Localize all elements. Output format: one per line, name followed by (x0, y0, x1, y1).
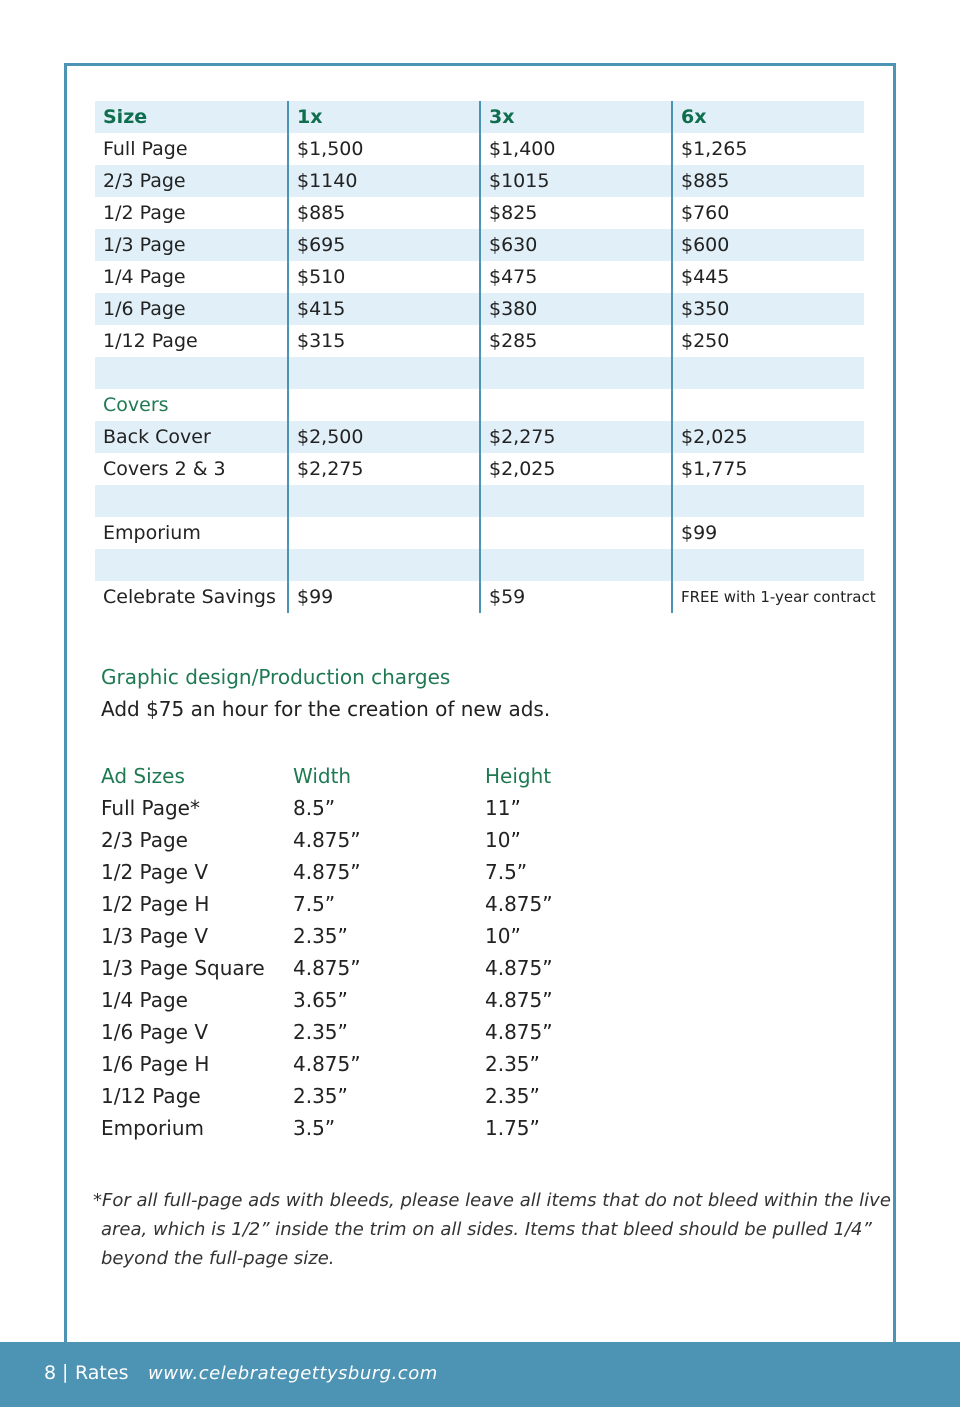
table-row (101, 824, 677, 856)
page-number: 8 (44, 1362, 57, 1384)
ad-size-width: 3.65” (293, 988, 348, 1012)
price-1x: $885 (287, 197, 479, 229)
size-label: 1/12 Page (103, 330, 198, 352)
ad-size-height: 4.875” (485, 956, 553, 980)
size-label: 2/3 Page (103, 170, 186, 192)
table-row (95, 453, 864, 485)
ad-size-name: 1/3 Page Square (101, 956, 265, 980)
price-6x: $445 (671, 261, 864, 293)
header-6x: 6x (671, 101, 864, 133)
graphic-design-title: Graphic design/Production charges (101, 665, 451, 689)
price-6x: $1,775 (671, 453, 864, 485)
ad-size-height: 10” (485, 828, 521, 852)
rates-table (95, 101, 876, 613)
website-link[interactable]: www.celebrategettysburg.com (148, 1363, 438, 1384)
footer-bar (0, 1342, 960, 1407)
price-6x: $250 (671, 325, 864, 357)
price-6x: FREE with 1-year contract (671, 581, 864, 613)
ad-size-height: 4.875” (485, 1020, 553, 1044)
section-title: Rates (75, 1362, 129, 1384)
header-size: Size (103, 106, 148, 128)
graphic-design-text: Add $75 an hour for the creation of new ads. (101, 697, 551, 721)
note-line: *For all full-page ads with bleeds, please leave all items that do not bleed within the live (93, 1190, 891, 1211)
ad-sizes-header-row (101, 760, 677, 792)
ad-size-name: 1/2 Page H (101, 892, 210, 916)
table-row (95, 197, 864, 229)
ad-size-width: 4.875” (293, 828, 361, 852)
table-row (101, 792, 677, 824)
size-label: 1/3 Page (103, 234, 186, 256)
bleed-note (93, 1186, 893, 1273)
ad-size-name: Emporium (101, 1116, 204, 1140)
ad-size-width: 4.875” (293, 860, 361, 884)
price-3x: $2,275 (479, 421, 671, 453)
price-6x: $99 (671, 517, 864, 549)
table-row (101, 856, 677, 888)
ad-size-height: 4.875” (485, 988, 553, 1012)
ad-size-height: 10” (485, 924, 521, 948)
table-row (95, 165, 864, 197)
ad-size-name: Full Page* (101, 796, 200, 820)
ad-size-width: 2.35” (293, 1020, 348, 1044)
price-6x: $350 (671, 293, 864, 325)
price-3x: $285 (479, 325, 671, 357)
price-3x: $380 (479, 293, 671, 325)
ad-sizes-table (101, 760, 677, 1144)
price-1x: $99 (287, 581, 479, 613)
footer-separator: | (62, 1361, 69, 1383)
table-row (95, 261, 864, 293)
header-height: Height (485, 764, 552, 788)
cover-label: Back Cover (103, 426, 211, 448)
ad-size-width: 8.5” (293, 796, 336, 820)
price-3x: $475 (479, 261, 671, 293)
price-1x: $315 (287, 325, 479, 357)
ad-size-height: 4.875” (485, 892, 553, 916)
price-6x: $760 (671, 197, 864, 229)
covers-heading-row (95, 389, 864, 421)
ad-size-name: 1/4 Page (101, 988, 188, 1012)
ad-size-name: 1/3 Page V (101, 924, 209, 948)
size-label: Full Page (103, 138, 188, 160)
table-row (95, 133, 864, 165)
savings-row (95, 581, 876, 613)
table-row (101, 984, 677, 1016)
price-6x: $2,025 (671, 421, 864, 453)
savings-label: Celebrate Savings (103, 586, 276, 608)
emporium-row (95, 517, 864, 549)
table-row (101, 1080, 677, 1112)
price-3x: $630 (479, 229, 671, 261)
ad-size-width: 4.875” (293, 956, 361, 980)
table-row (95, 421, 864, 453)
price-1x: $1,500 (287, 133, 479, 165)
size-label: 1/2 Page (103, 202, 186, 224)
rates-header-row (95, 101, 864, 133)
size-label: 1/6 Page (103, 298, 186, 320)
price-6x: $885 (671, 165, 864, 197)
ad-size-name: 1/12 Page (101, 1084, 201, 1108)
ad-size-width: 4.875” (293, 1052, 361, 1076)
cover-label: Covers 2 & 3 (103, 458, 226, 480)
price-6x: $600 (671, 229, 864, 261)
ad-size-width: 2.35” (293, 1084, 348, 1108)
note-line: area, which is 1/2” inside the trim on all sides. Items that bleed should be pulled 1/4” (101, 1219, 872, 1240)
table-row (95, 325, 864, 357)
ad-size-width: 7.5” (293, 892, 336, 916)
ad-size-height: 11” (485, 796, 521, 820)
price-1x: $695 (287, 229, 479, 261)
spacer-row (95, 485, 864, 517)
table-row (95, 229, 864, 261)
price-1x: $2,275 (287, 453, 479, 485)
table-row (101, 920, 677, 952)
covers-heading: Covers (103, 394, 169, 416)
ad-size-width: 2.35” (293, 924, 348, 948)
ad-size-height: 2.35” (485, 1052, 540, 1076)
price-1x: $2,500 (287, 421, 479, 453)
table-row (101, 1112, 677, 1144)
header-1x: 1x (287, 101, 479, 133)
ad-size-width: 3.5” (293, 1116, 336, 1140)
ad-size-name: 1/2 Page V (101, 860, 209, 884)
size-label: 1/4 Page (103, 266, 186, 288)
price-3x: $2,025 (479, 453, 671, 485)
note-line: beyond the full-page size. (101, 1248, 335, 1269)
ad-size-height: 1.75” (485, 1116, 540, 1140)
price-3x: $1,400 (479, 133, 671, 165)
price-1x: $1140 (287, 165, 479, 197)
price-3x: $825 (479, 197, 671, 229)
price-3x: $59 (479, 581, 671, 613)
table-row (95, 293, 864, 325)
header-ad-sizes: Ad Sizes (101, 764, 185, 788)
price-3x: $1015 (479, 165, 671, 197)
ad-size-name: 2/3 Page (101, 828, 188, 852)
table-row (101, 1016, 677, 1048)
header-3x: 3x (479, 101, 671, 133)
table-row (101, 952, 677, 984)
price-6x: $1,265 (671, 133, 864, 165)
ad-size-height: 7.5” (485, 860, 528, 884)
ad-size-height: 2.35” (485, 1084, 540, 1108)
price-1x: $415 (287, 293, 479, 325)
ad-size-name: 1/6 Page V (101, 1020, 209, 1044)
ad-size-name: 1/6 Page H (101, 1052, 210, 1076)
table-row (101, 888, 677, 920)
header-width: Width (293, 764, 352, 788)
emporium-label: Emporium (103, 522, 201, 544)
table-row (101, 1048, 677, 1080)
price-1x: $510 (287, 261, 479, 293)
spacer-row (95, 357, 864, 389)
spacer-row (95, 549, 864, 581)
